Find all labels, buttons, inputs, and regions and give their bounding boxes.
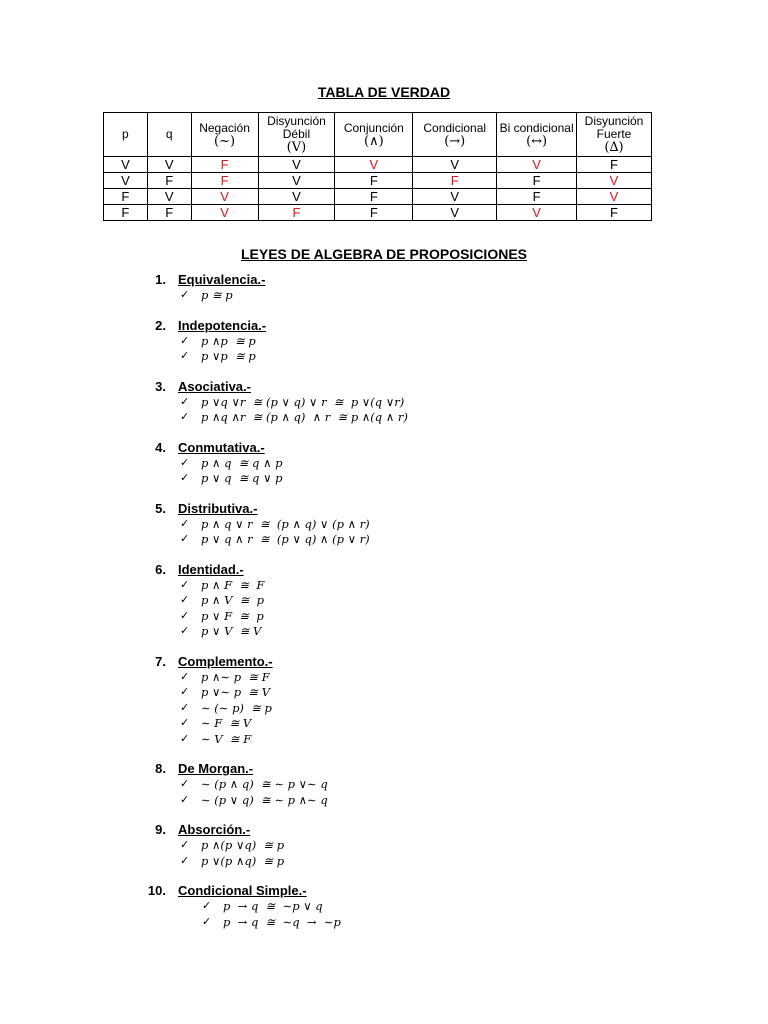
checkmark-icon: ✓ — [180, 793, 190, 806]
truth-table-cell: F — [497, 173, 577, 189]
header-p: p — [104, 113, 148, 157]
law-item — [0, 793, 768, 809]
header-condicional: Condicional (→) — [413, 113, 497, 157]
law-item — [0, 609, 768, 625]
law-name: Conmutativa.- — [178, 439, 265, 455]
checkmark-icon: ✓ — [180, 594, 190, 606]
law-item — [0, 777, 768, 793]
law-item — [0, 899, 768, 915]
law-heading — [0, 883, 768, 899]
checkmark-icon: ✓ — [180, 334, 190, 347]
checkmark-icon: ✓ — [180, 411, 190, 423]
header-bicondicional: Bi condicional (↔) — [497, 113, 577, 157]
law-formula: ∼ (∼ p) ≅ p — [201, 700, 272, 715]
law-item — [0, 732, 768, 748]
truth-table-cell: F — [104, 189, 148, 205]
truth-table-cell: F — [147, 205, 191, 221]
law-item — [0, 915, 768, 931]
law-number: 2. — [155, 317, 166, 333]
law-section — [0, 501, 768, 548]
truth-table-cell: V — [413, 157, 497, 173]
law-name: Equivalencia.- — [178, 272, 266, 287]
checkmark-icon: ✓ — [180, 472, 190, 484]
law-number: 10. — [147, 883, 166, 898]
law-formula: p ∧(p ∨q) ≅ p — [201, 838, 285, 852]
law-heading — [0, 272, 768, 288]
header-conjuncion: Conjunción (∧) — [335, 113, 413, 157]
truth-table-cell: V — [335, 157, 413, 173]
truth-table-cell: F — [497, 189, 577, 205]
checkmark-icon: ✓ — [180, 670, 190, 683]
checkmark-icon: ✓ — [180, 625, 190, 637]
law-section — [0, 883, 768, 930]
truth-table-cell: V — [258, 189, 335, 205]
law-item — [0, 517, 768, 533]
law-formula: p ∨ V ≅ V — [201, 624, 262, 638]
law-formula: p → q ≅ ∼p ∨ q — [223, 899, 323, 913]
truth-table-header-row — [104, 113, 652, 157]
law-item — [0, 410, 768, 426]
law-name: Complemento.- — [178, 653, 273, 669]
checkmark-icon: ✓ — [180, 456, 190, 469]
law-item — [0, 624, 768, 640]
checkmark-icon: ✓ — [180, 609, 190, 622]
law-name: Identidad.- — [178, 561, 244, 577]
law-formula: p ∧ V ≅ p — [201, 593, 265, 607]
laws-title: LEYES DE ALGEBRA DE PROPOSICIONES — [240, 246, 527, 262]
law-formula: p ∧∼ p ≅ F — [201, 669, 270, 684]
law-formula: ∼ V ≅ F — [201, 731, 252, 746]
truth-table-cell: V — [147, 189, 191, 205]
checkmark-icon: ✓ — [180, 854, 190, 867]
law-item — [0, 288, 768, 304]
truth-table-cell: F — [577, 157, 652, 173]
truth-table-cell: V — [191, 205, 258, 221]
law-heading — [0, 761, 768, 777]
truth-table-cell: V — [577, 189, 652, 205]
law-number: 9. — [155, 822, 166, 837]
truth-table-cell: V — [191, 189, 258, 205]
checkmark-icon: ✓ — [202, 915, 212, 928]
law-formula: ∼ (p ∨ q) ≅ ∼ p ∧∼ q — [201, 792, 328, 807]
law-item — [0, 395, 768, 411]
checkmark-icon: ✓ — [180, 732, 190, 745]
law-heading — [0, 501, 768, 517]
truth-table-cell: F — [335, 189, 413, 205]
checkmark-icon: ✓ — [180, 717, 190, 729]
law-formula: p ∨p ≅ p — [201, 349, 256, 363]
law-name: Condicional Simple.- — [178, 883, 307, 898]
law-section — [0, 440, 768, 487]
law-section — [0, 654, 768, 748]
truth-table-cell: V — [413, 189, 497, 205]
truth-table-cell: F — [335, 173, 413, 189]
law-name: Distributiva.- — [178, 500, 258, 516]
law-formula: p → q ≅ ∼q → ∼p — [223, 914, 341, 929]
law-section — [0, 379, 768, 426]
law-formula: p ∧ q ≅ q ∧ p — [201, 455, 283, 470]
checkmark-icon: ✓ — [180, 701, 190, 714]
truth-table-cell: F — [577, 205, 652, 221]
law-item — [0, 578, 768, 594]
law-formula: ∼ F ≅ V — [201, 716, 252, 730]
law-heading — [0, 822, 768, 838]
checkmark-icon: ✓ — [180, 350, 190, 362]
law-number: 3. — [155, 378, 166, 394]
checkmark-icon: ✓ — [180, 533, 190, 545]
truth-table-cell: F — [104, 205, 148, 221]
law-item — [0, 593, 768, 609]
law-number: 5. — [155, 500, 166, 516]
truth-table-cell: F — [258, 205, 335, 221]
law-formula: p ∨(p ∧q) ≅ p — [201, 853, 285, 868]
law-formula: p ∧ F ≅ F — [201, 577, 265, 592]
laws-list — [0, 272, 768, 944]
law-formula: p ∨∼ p ≅ V — [201, 685, 270, 699]
truth-table-row — [104, 189, 652, 205]
checkmark-icon: ✓ — [202, 900, 212, 912]
law-number: 1. — [155, 272, 166, 287]
law-heading — [0, 562, 768, 578]
header-disyuncion-fuerte: Disyunción Fuerte (∆) — [577, 113, 652, 157]
truth-table — [103, 112, 652, 221]
law-number: 7. — [155, 653, 166, 669]
truth-table-cell: V — [147, 157, 191, 173]
truth-table-cell: V — [258, 157, 335, 173]
truth-table-cell: F — [191, 173, 258, 189]
law-formula: ∼ (p ∧ q) ≅ ∼ p ∨∼ q — [201, 777, 328, 791]
law-formula: p ∧q ∧r ≅ (p ∧ q) ∧ r ≅ p ∧(q ∧ r) — [201, 410, 408, 424]
header-disyuncion-debil: Disyunción Débil (V) — [258, 113, 335, 157]
checkmark-icon: ✓ — [180, 839, 190, 851]
truth-table-title: TABLA DE VERDAD — [317, 84, 451, 100]
law-heading — [0, 440, 768, 456]
checkmark-icon: ✓ — [180, 395, 190, 408]
law-number: 6. — [155, 561, 166, 577]
law-formula: p ≅ p — [201, 288, 233, 302]
truth-table-cell: V — [104, 173, 148, 189]
law-item — [0, 701, 768, 717]
law-formula: p ∨ q ∧ r ≅ (p ∨ q) ∧ (p ∨ r) — [201, 532, 370, 546]
truth-table-cell: F — [335, 205, 413, 221]
checkmark-icon: ✓ — [180, 289, 190, 301]
law-item — [0, 349, 768, 365]
truth-table-cell: V — [413, 205, 497, 221]
truth-table-cell: V — [258, 173, 335, 189]
law-section — [0, 822, 768, 869]
law-formula: p ∧ q ∨ r ≅ (p ∧ q) ∨ (p ∧ r) — [201, 516, 370, 531]
law-name: Absorción.- — [178, 822, 251, 837]
law-section — [0, 562, 768, 640]
law-item — [0, 471, 768, 487]
truth-table-row — [104, 157, 652, 173]
law-formula: p ∧p ≅ p — [201, 333, 256, 348]
law-heading — [0, 318, 768, 334]
law-formula: p ∨q ∨r ≅ (p ∨ q) ∨ r ≅ p ∨(q ∨r) — [201, 394, 405, 409]
law-formula: p ∨ q ≅ q ∨ p — [201, 471, 283, 485]
law-name: Asociativa.- — [178, 378, 251, 394]
law-heading — [0, 654, 768, 670]
law-section — [0, 272, 768, 304]
truth-table-cell: F — [147, 173, 191, 189]
law-item — [0, 532, 768, 548]
checkmark-icon: ✓ — [180, 578, 190, 591]
law-section — [0, 761, 768, 808]
truth-table-row — [104, 173, 652, 189]
law-number: 4. — [155, 439, 166, 455]
law-item — [0, 838, 768, 854]
truth-table-cell: F — [413, 173, 497, 189]
header-negacion: Negación (~) — [191, 113, 258, 157]
law-name: Indepotencia.- — [178, 317, 267, 333]
law-name: De Morgan.- — [178, 761, 254, 776]
checkmark-icon: ✓ — [180, 517, 190, 530]
header-q: q — [147, 113, 191, 157]
law-number: 8. — [155, 761, 166, 776]
truth-table-cell: V — [577, 173, 652, 189]
truth-table-cell: F — [191, 157, 258, 173]
checkmark-icon: ✓ — [180, 686, 190, 698]
law-item — [0, 456, 768, 472]
truth-table-cell: V — [497, 205, 577, 221]
law-heading — [0, 379, 768, 395]
law-section — [0, 318, 768, 365]
truth-table-cell: V — [104, 157, 148, 173]
law-item — [0, 334, 768, 350]
checkmark-icon: ✓ — [180, 778, 190, 790]
law-item — [0, 854, 768, 870]
law-item — [0, 716, 768, 732]
truth-table-cell: V — [497, 157, 577, 173]
law-formula: p ∨ F ≅ p — [201, 608, 264, 623]
truth-table-row — [104, 205, 652, 221]
law-item — [0, 685, 768, 701]
law-item — [0, 670, 768, 686]
